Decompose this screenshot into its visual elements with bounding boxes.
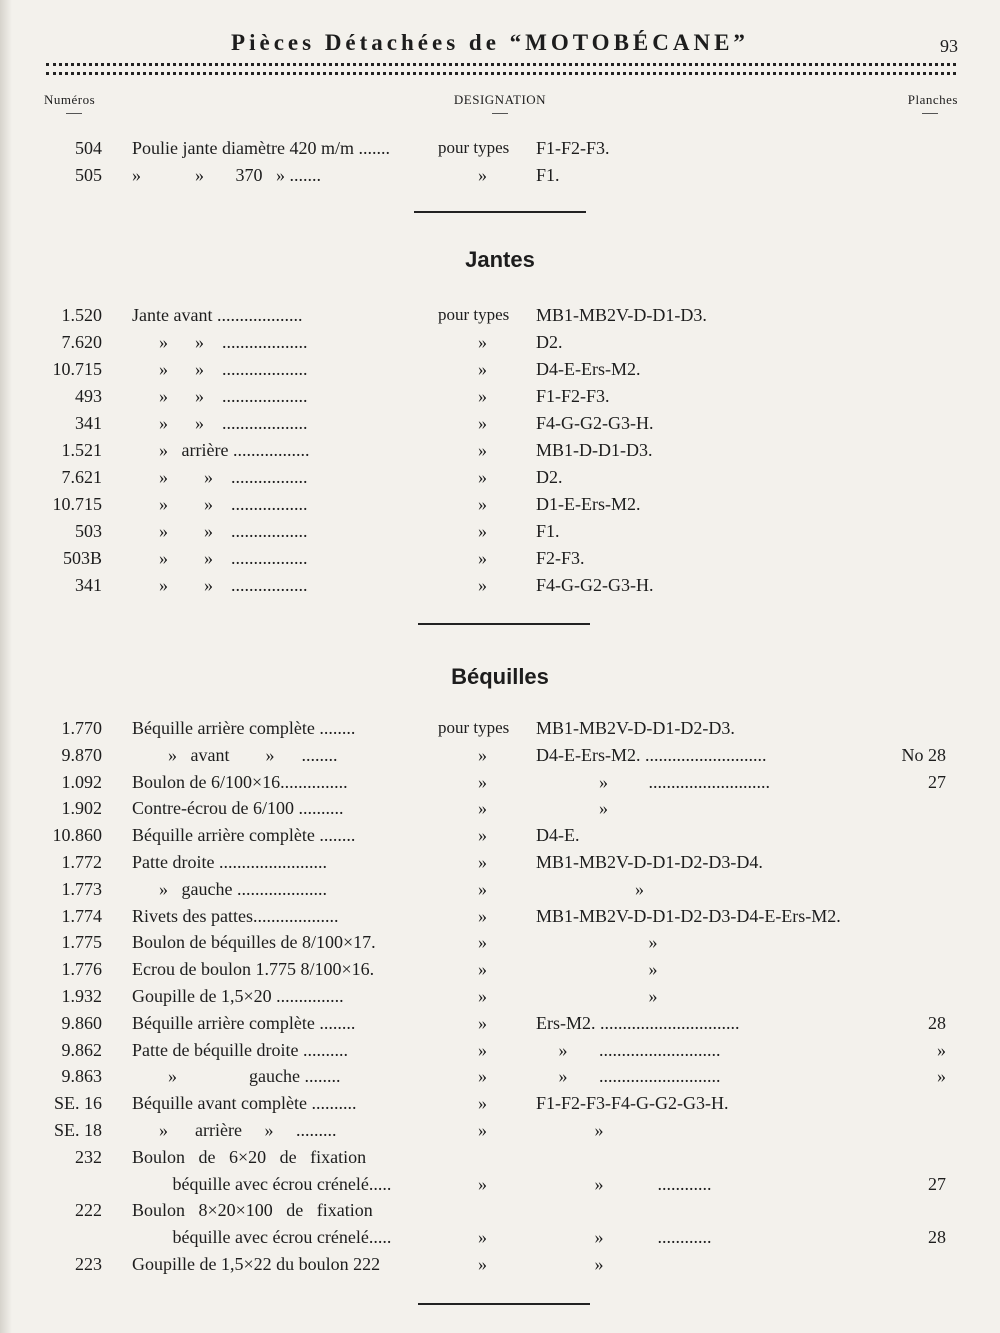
part-designation: Contre-écrou de 6/100 ..........	[132, 798, 344, 819]
applicable-types: »	[536, 959, 658, 980]
table-row	[0, 467, 1000, 494]
table-row	[0, 165, 1000, 192]
pour-types-label: pour types	[438, 718, 510, 737]
applicable-types: MB1-D-D1-D3.	[536, 440, 653, 460]
ditto-mark: »	[478, 575, 487, 595]
table-row	[0, 718, 1000, 745]
table-row	[0, 494, 1000, 521]
planche-reference: »	[937, 1039, 946, 1060]
applicable-types: F1.	[536, 165, 560, 185]
planche-reference: 28	[928, 1012, 946, 1033]
table-row	[0, 1120, 1000, 1147]
part-number: 223	[75, 1254, 102, 1274]
table-row	[0, 138, 1000, 165]
ditto-mark: »	[478, 332, 487, 352]
pour-types-label: pour types	[438, 305, 510, 324]
ditto-mark: »	[478, 932, 487, 953]
table-row	[0, 521, 1000, 548]
part-number: 341	[75, 575, 102, 595]
applicable-types: »	[536, 1120, 604, 1140]
part-number: 1.774	[61, 905, 102, 926]
section-title-jantes: Jantes	[465, 247, 535, 272]
applicable-types: F4-G-G2-G3-H.	[536, 575, 654, 595]
part-designation: » » .................	[132, 521, 308, 541]
part-number: 7.620	[61, 332, 102, 352]
table-row	[0, 1147, 1000, 1174]
part-number: SE. 16	[53, 1093, 102, 1114]
part-number: 1.521	[61, 440, 102, 460]
section-title-bequilles: Béquilles	[451, 664, 549, 689]
part-number: 10.715	[52, 359, 102, 379]
part-number: 1.775	[61, 932, 102, 953]
table-row	[0, 359, 1000, 386]
applicable-types: Ers-M2. ...............................	[536, 1012, 740, 1033]
applicable-types: D4-E-Ers-M2.	[536, 359, 641, 379]
table-row	[0, 879, 1000, 906]
part-designation: Béquille arrière complète ........	[132, 825, 356, 846]
part-designation: Boulon 8×20×100 de fixation	[132, 1200, 373, 1221]
applicable-types: MB1-MB2V-D-D1-D3.	[536, 305, 707, 325]
ditto-mark: »	[478, 771, 487, 792]
ditto-mark: »	[478, 494, 487, 514]
part-designation: Rivets des pattes...................	[132, 905, 339, 926]
table-row	[0, 413, 1000, 440]
ditto-mark: »	[478, 852, 487, 872]
part-number: 9.870	[61, 744, 102, 765]
part-number: 1.772	[61, 852, 102, 872]
table-row	[0, 1093, 1000, 1120]
table-row	[0, 1227, 1000, 1254]
part-number: 1.776	[61, 959, 102, 980]
ditto-mark: »	[478, 521, 487, 541]
applicable-types: » ............	[536, 1227, 712, 1248]
part-designation: » » .................	[132, 548, 308, 568]
planche-reference: No 28	[901, 744, 946, 765]
part-designation: Patte de béquille droite ..........	[132, 1039, 348, 1060]
applicable-types: »	[536, 798, 608, 819]
part-designation: » arrière » .........	[132, 1120, 337, 1140]
applicable-types: »	[536, 1254, 604, 1274]
ditto-mark: »	[478, 798, 487, 819]
table-row	[0, 906, 1000, 933]
ditto-mark: »	[478, 744, 487, 765]
ditto-mark: »	[478, 440, 487, 460]
part-designation: » » ...................	[132, 413, 308, 433]
pour-types-label: pour types	[438, 138, 510, 157]
table-row	[0, 440, 1000, 467]
part-designation: » » 370 » .......	[132, 165, 321, 185]
page-number: 93	[940, 36, 958, 56]
table-row	[0, 986, 1000, 1013]
applicable-types: » ...........................	[536, 1066, 721, 1087]
part-designation: » avant » ........	[132, 744, 338, 765]
part-number: 1.520	[61, 305, 102, 325]
applicable-types: » ...........................	[536, 1039, 721, 1060]
applicable-types: F1-F2-F3-F4-G-G2-G3-H.	[536, 1093, 729, 1114]
applicable-types: » ...........................	[536, 771, 770, 792]
section-divider	[414, 211, 586, 213]
planche-reference: 27	[928, 1173, 946, 1194]
part-designation: » » .................	[132, 467, 308, 487]
ditto-mark: »	[478, 386, 487, 406]
table-row	[0, 575, 1000, 602]
part-number: 222	[75, 1200, 102, 1221]
ditto-mark: »	[478, 359, 487, 379]
ditto-mark: »	[478, 1120, 487, 1140]
applicable-types: D4-E.	[536, 825, 580, 846]
part-designation: Boulon de 6×20 de fixation	[132, 1146, 367, 1167]
applicable-types: MB1-MB2V-D-D1-D2-D3-D4.	[536, 852, 763, 872]
part-designation: Béquille arrière complète ........	[132, 1012, 356, 1033]
part-number: 504	[75, 138, 102, 158]
part-number: 493	[75, 386, 102, 406]
ditto-mark: »	[478, 1173, 487, 1194]
applicable-types: D2.	[536, 467, 563, 487]
column-dash	[492, 113, 508, 114]
part-designation: béquille avec écrou crénelé.....	[132, 1227, 392, 1248]
column-dash	[66, 113, 82, 114]
part-designation: béquille avec écrou crénelé.....	[132, 1173, 392, 1194]
ditto-mark: »	[478, 1227, 487, 1248]
part-designation: » » .................	[132, 494, 308, 514]
ditto-mark: »	[478, 1012, 487, 1033]
table-row	[0, 1040, 1000, 1067]
part-designation: » gauche ........	[132, 1066, 341, 1087]
page-header-title: Pièces Détachées de “MOTOBÉCANE”	[231, 30, 749, 55]
applicable-types: »	[536, 932, 658, 953]
part-number: 341	[75, 413, 102, 433]
planche-reference: 27	[928, 771, 946, 792]
part-number: 10.860	[52, 825, 102, 846]
table-row	[0, 305, 1000, 332]
section-divider	[418, 1303, 590, 1305]
applicable-types: » ............	[536, 1173, 712, 1194]
part-number: 505	[75, 165, 102, 185]
part-designation: Boulon de 6/100×16...............	[132, 771, 348, 792]
table-row	[0, 798, 1000, 825]
table-row	[0, 852, 1000, 879]
table-row	[0, 1013, 1000, 1040]
part-number: 10.715	[52, 494, 102, 514]
applicable-types: F1-F2-F3.	[536, 138, 610, 158]
ditto-mark: »	[478, 905, 487, 926]
column-header-planches: Planches	[907, 92, 958, 107]
ditto-mark: »	[478, 1066, 487, 1087]
table-row	[0, 332, 1000, 359]
ditto-mark: »	[478, 1093, 487, 1114]
ditto-mark: »	[478, 1039, 487, 1060]
part-number: 1.770	[61, 718, 102, 738]
part-number: 9.860	[61, 1012, 102, 1033]
column-header-numeros: Numéros	[44, 92, 96, 107]
table-row	[0, 1200, 1000, 1227]
part-number: 503B	[62, 548, 102, 568]
table-row	[0, 1066, 1000, 1093]
applicable-types: D4-E-Ers-M2. ...........................	[536, 744, 767, 765]
table-row	[0, 772, 1000, 799]
part-number: 9.863	[61, 1066, 102, 1087]
applicable-types: D2.	[536, 332, 563, 352]
part-number: 1.773	[61, 878, 102, 899]
applicable-types: F1.	[536, 521, 560, 541]
column-header-designation: DESIGNATION	[453, 92, 547, 107]
column-dash	[922, 113, 938, 114]
part-number: SE. 18	[53, 1120, 102, 1140]
table-row	[0, 745, 1000, 772]
part-number: 7.621	[61, 467, 102, 487]
applicable-types: F2-F3.	[536, 548, 585, 568]
part-designation: Goupille de 1,5×20 ...............	[132, 986, 344, 1006]
planche-reference: »	[937, 1066, 946, 1087]
part-number: 503	[75, 521, 102, 541]
ditto-mark: »	[478, 986, 487, 1006]
header-dotted-rule	[46, 63, 956, 75]
part-designation: Boulon de béquilles de 8/100×17.	[132, 932, 376, 953]
table-row	[0, 825, 1000, 852]
part-designation: » gauche ....................	[132, 878, 327, 899]
planche-reference: 28	[928, 1227, 946, 1248]
table-row	[0, 932, 1000, 959]
part-designation: Béquille avant complète ..........	[132, 1093, 357, 1114]
table-row	[0, 1174, 1000, 1201]
part-designation: Poulie jante diamètre 420 m/m .......	[132, 138, 390, 158]
part-designation: Ecrou de boulon 1.775 8/100×16.	[132, 959, 375, 980]
table-row	[0, 386, 1000, 413]
ditto-mark: »	[478, 825, 487, 846]
section-divider	[418, 623, 590, 625]
applicable-types: D1-E-Ers-M2.	[536, 494, 641, 514]
part-designation: » » ...................	[132, 359, 308, 379]
ditto-mark: »	[478, 959, 487, 980]
part-designation: » » ...................	[132, 332, 308, 352]
part-designation: » » ...................	[132, 386, 308, 406]
part-designation: Goupille de 1,5×22 du boulon 222	[132, 1254, 381, 1274]
ditto-mark: »	[478, 548, 487, 568]
part-designation: » » .................	[132, 575, 308, 595]
ditto-mark: »	[478, 413, 487, 433]
table-row	[0, 959, 1000, 986]
ditto-mark: »	[478, 467, 487, 487]
ditto-mark: »	[478, 1254, 487, 1274]
part-number: 9.862	[61, 1039, 102, 1060]
part-number: 1.092	[61, 771, 102, 792]
table-row	[0, 548, 1000, 575]
ditto-mark: »	[478, 165, 487, 185]
part-designation: Jante avant ...................	[132, 305, 303, 325]
applicable-types: F1-F2-F3.	[536, 386, 610, 406]
part-number: 1.902	[61, 798, 102, 819]
part-designation: Patte droite ........................	[132, 852, 327, 872]
applicable-types: »	[536, 986, 658, 1006]
ditto-mark: »	[478, 878, 487, 899]
part-designation: » arrière .................	[132, 440, 310, 460]
part-number: 1.932	[61, 986, 102, 1006]
applicable-types: »	[536, 878, 644, 899]
table-row	[0, 1254, 1000, 1281]
applicable-types: MB1-MB2V-D-D1-D2-D3-D4-E-Ers-M2.	[536, 905, 841, 926]
applicable-types: F4-G-G2-G3-H.	[536, 413, 654, 433]
part-designation: Béquille arrière complète ........	[132, 718, 356, 738]
applicable-types: MB1-MB2V-D-D1-D2-D3.	[536, 718, 735, 738]
part-number: 232	[75, 1146, 102, 1167]
